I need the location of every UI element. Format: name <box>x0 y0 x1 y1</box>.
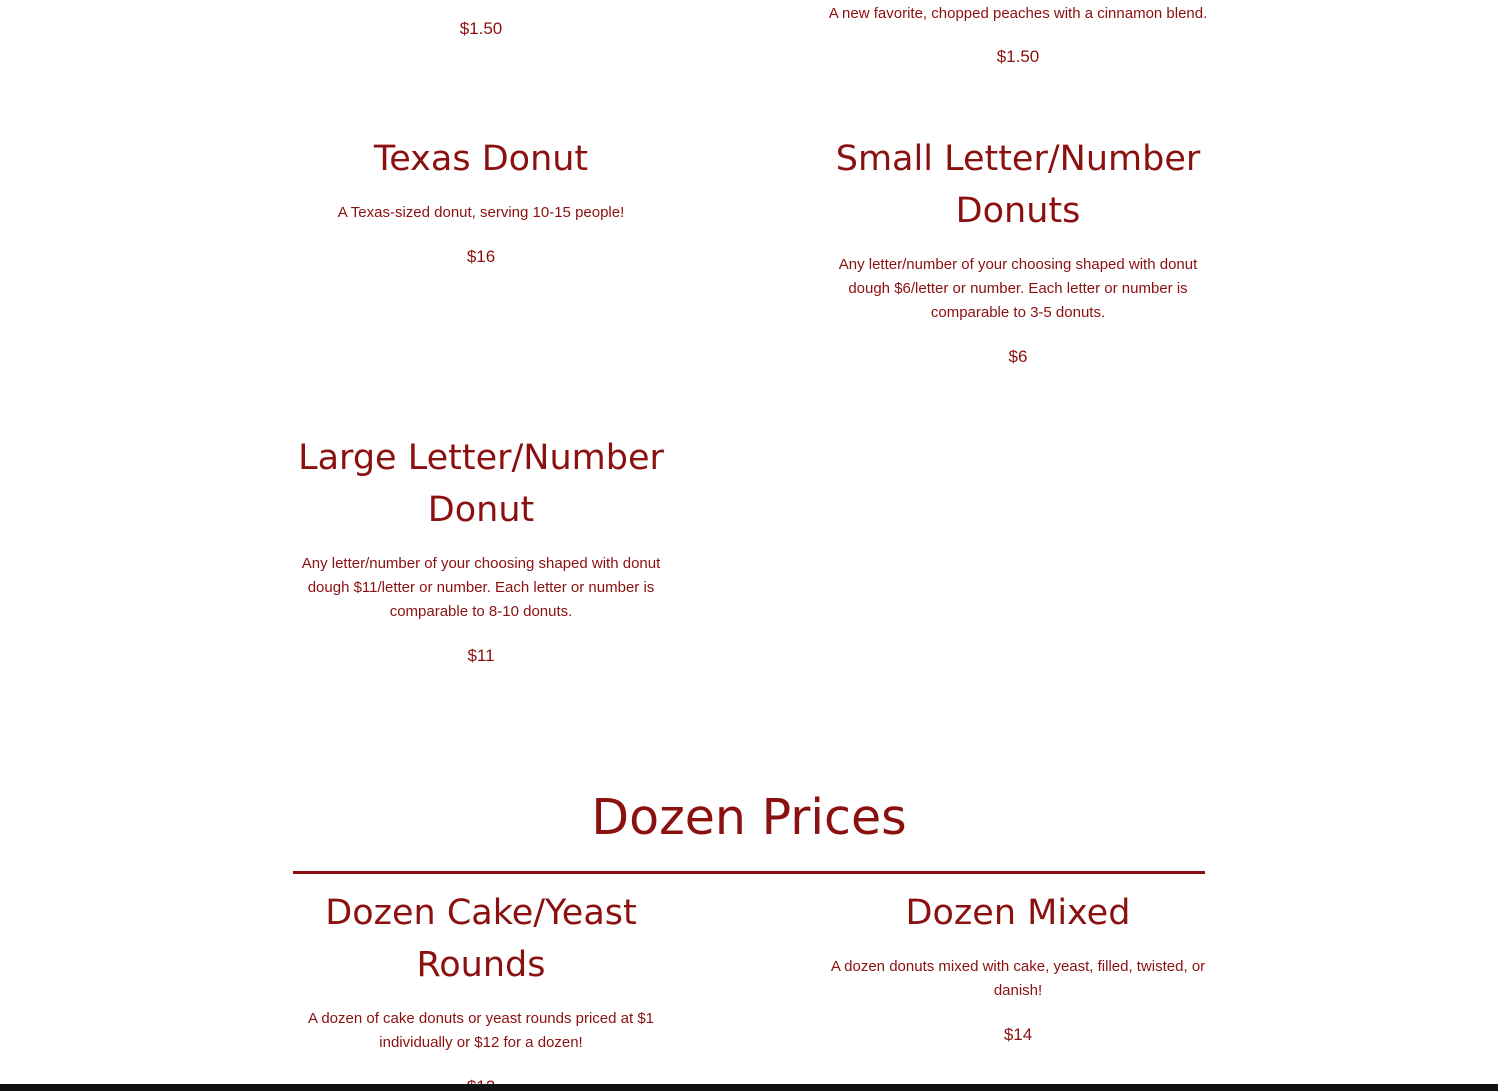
menu-item-partial-left <box>281 17 681 41</box>
item-title <box>281 432 681 536</box>
menu-item-peach <box>818 2 1218 69</box>
item-title-line: Dozen Cake/Yeast <box>325 893 637 933</box>
section-divider <box>293 871 1205 874</box>
item-description <box>281 1007 681 1055</box>
menu-item-small-letter-number-donuts <box>818 133 1218 369</box>
item-description: A new favorite, chopped peaches with a cinnamon blend. <box>828 5 1208 22</box>
bottom-bar <box>0 1084 1498 1091</box>
item-title-line: Donut <box>427 490 535 530</box>
item-description-line: A dozen of cake donuts or yeast rounds priced at $1 <box>307 1010 655 1027</box>
item-title: Texas Donut <box>373 139 589 179</box>
item-description <box>818 253 1218 325</box>
item-title <box>281 887 681 991</box>
item-description-line: Any letter/number of your choosing shaped with donut <box>301 555 661 572</box>
item-price: $1.50 <box>459 19 503 38</box>
menu-item-texas-donut <box>281 133 681 269</box>
item-title-line: Large Letter/Number <box>298 438 664 478</box>
item-description-line: comparable to 3-5 donuts. <box>930 304 1106 321</box>
item-price: $1.50 <box>996 47 1040 66</box>
item-title <box>818 133 1218 237</box>
item-price: $14 <box>1003 1025 1033 1044</box>
item-title-line: Rounds <box>416 945 546 985</box>
section-title-dozen-prices: Dozen Prices <box>591 789 907 846</box>
menu-item-large-letter-number-donut <box>281 432 681 668</box>
item-description <box>818 955 1218 1003</box>
item-description-line: comparable to 8-10 donuts. <box>389 603 573 620</box>
item-price: $6 <box>1008 347 1028 366</box>
item-title-line: Small Letter/Number <box>835 139 1201 179</box>
item-price: $11 <box>467 646 495 665</box>
item-description-line: dough $11/letter or number. Each letter or number is <box>307 579 655 596</box>
item-description-line: danish! <box>993 982 1043 999</box>
item-description <box>281 552 681 624</box>
item-description-line: A dozen donuts mixed with cake, yeast, filled, twisted, or <box>830 958 1206 975</box>
item-description-line: dough $6/letter or number. Each letter or number is <box>848 280 1188 297</box>
item-title: Dozen Mixed <box>905 893 1131 933</box>
item-description-line: Any letter/number of your choosing shaped with donut <box>838 256 1198 273</box>
menu-item-dozen-mixed <box>818 887 1218 1047</box>
item-title-line: Donuts <box>955 191 1081 231</box>
menu-item-dozen-cake-yeast-rounds <box>281 887 681 1091</box>
item-description-line: individually or $12 for a dozen! <box>379 1034 583 1051</box>
item-description: A Texas-sized donut, serving 10-15 people! <box>337 204 625 221</box>
item-price: $16 <box>466 247 496 266</box>
